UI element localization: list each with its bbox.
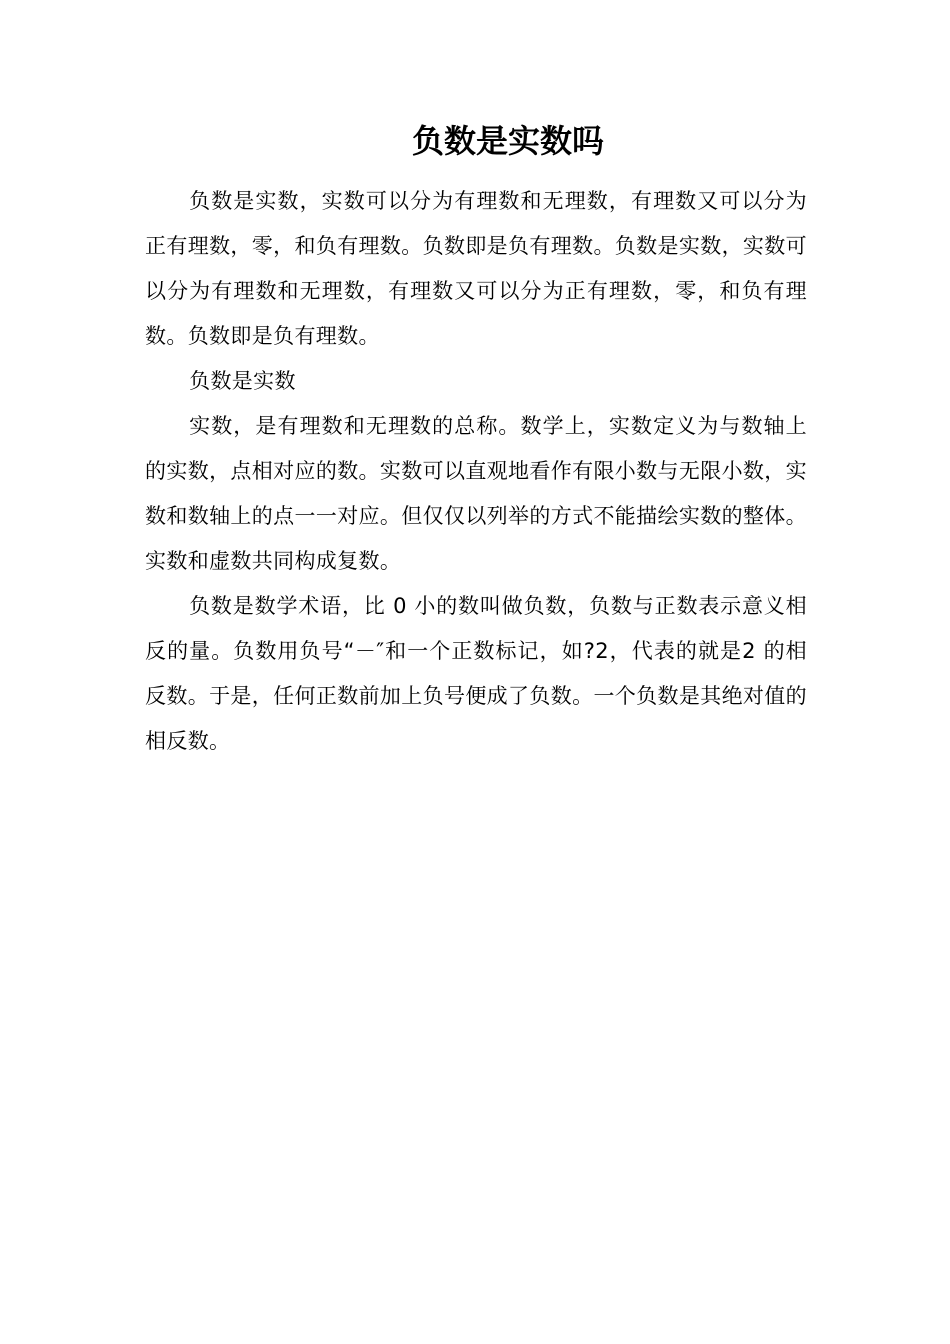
paragraph-1: 负数是实数，实数可以分为有理数和无理数，有理数又可以分为正有理数，零，和负有理数。负数即是负有理数。负数是实数，实数可以分为有理数和无理数，有理数又可以分为正有理数，零，和负有理数。负数即是负有理数。 xyxy=(145,189,807,348)
document-title: 负数是实数吗 xyxy=(411,122,604,160)
document-body xyxy=(145,179,807,764)
paragraph-4: 负数是数学术语，比 0 小的数叫做负数，负数与正数表示意义相反的量。负数用负号“－″和一个正数标记，如?2，代表的就是2 的相反数。于是，任何正数前加上负号便成了负数。一个负数是其绝对值的相反数。 xyxy=(145,594,807,753)
paragraph-3: 实数，是有理数和无理数的总称。数学上，实数定义为与数轴上的实数，点相对应的数。实数可以直观地看作有限小数与无限小数，实数和数轴上的点一一对应。但仅仅以列举的方式不能描绘实数的整体。实数和虚数共同构成复数。 xyxy=(145,414,807,573)
paragraph-2: 负数是实数 xyxy=(189,369,296,393)
